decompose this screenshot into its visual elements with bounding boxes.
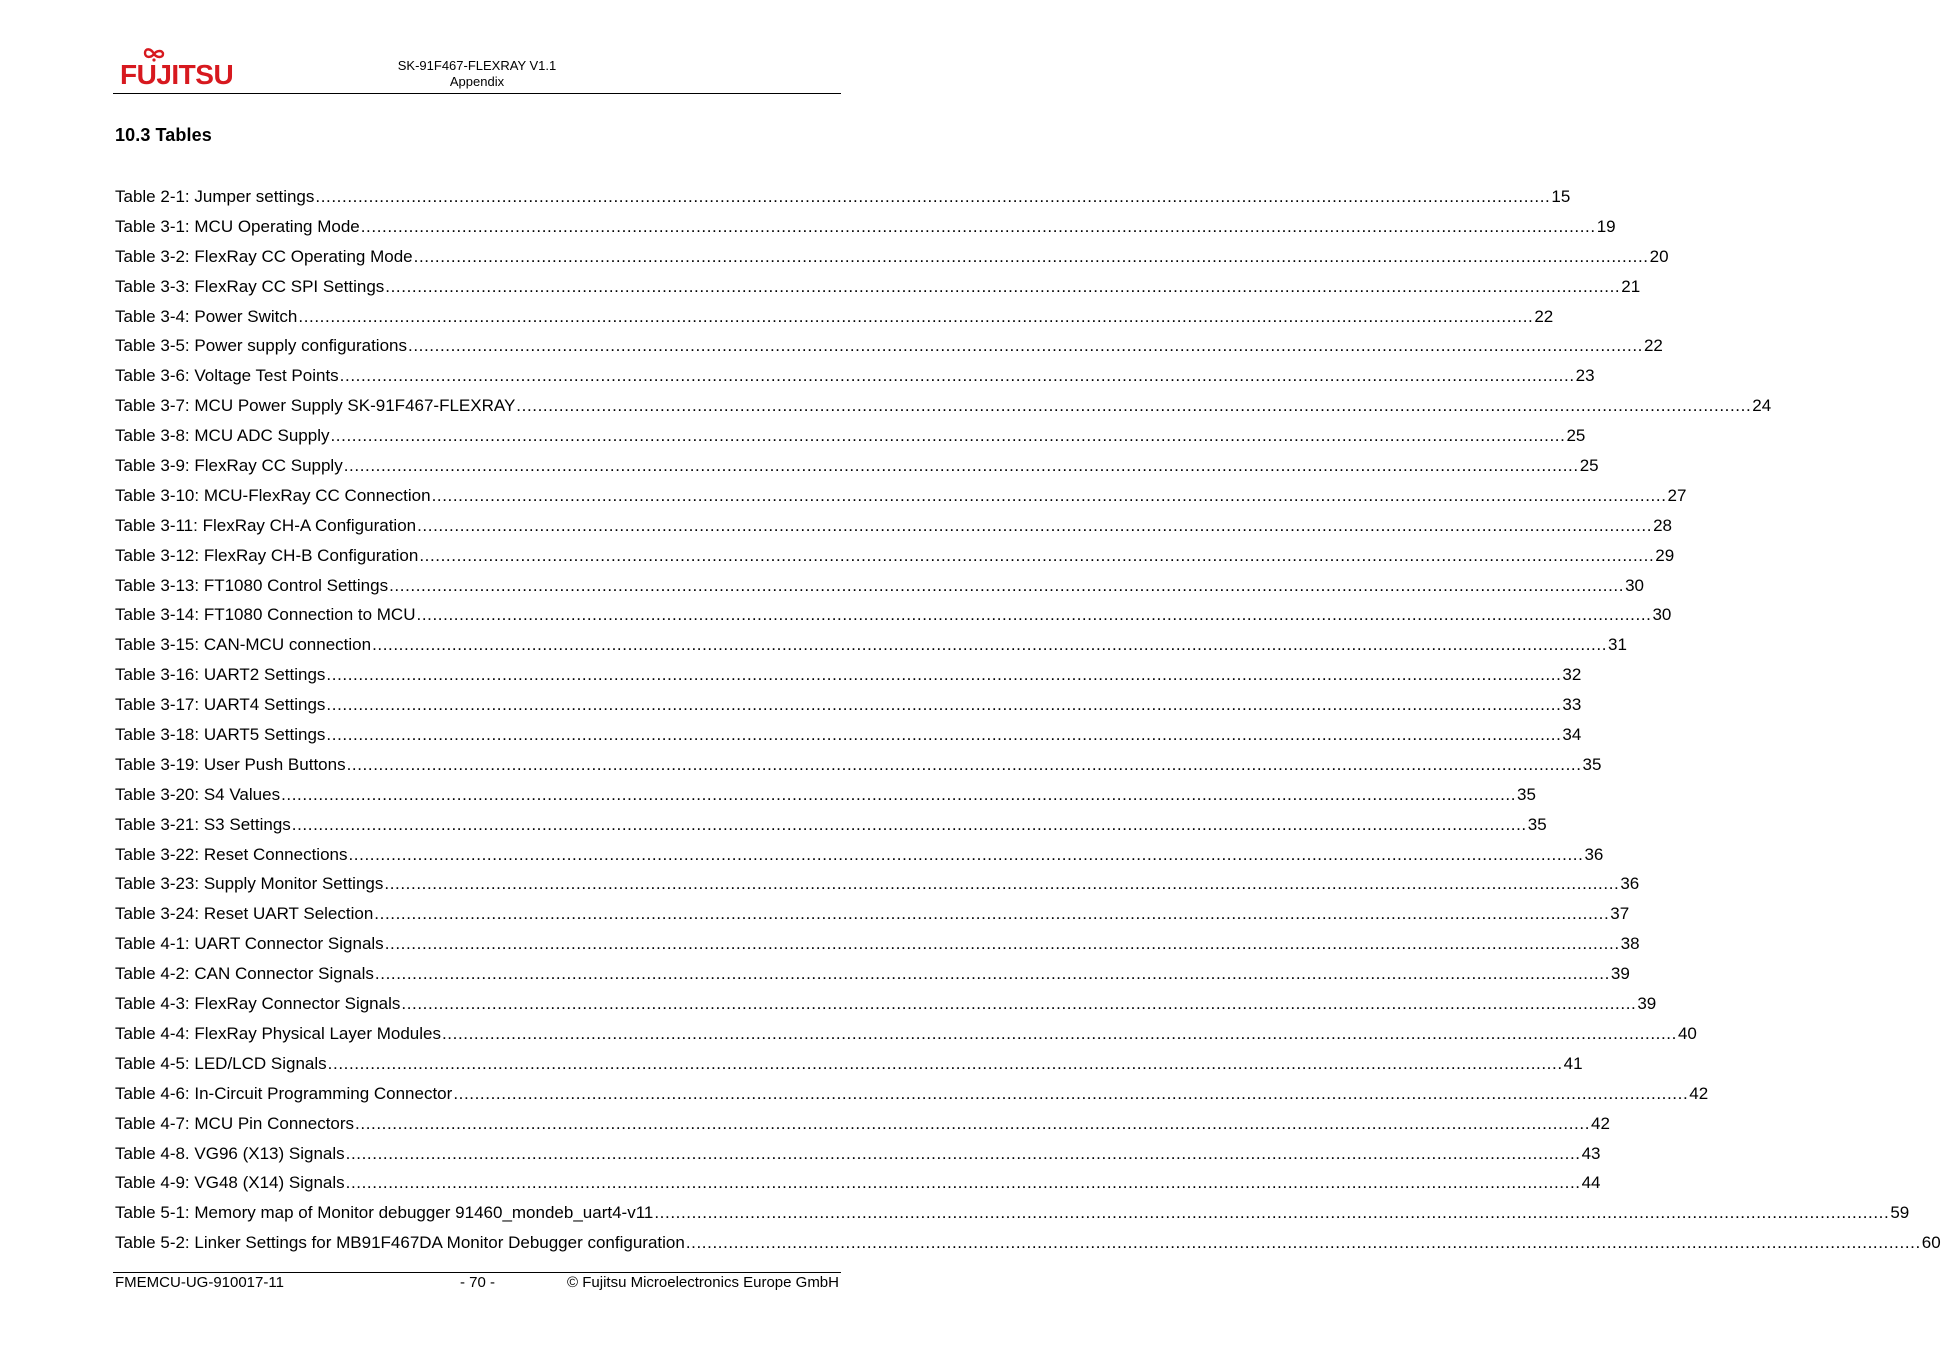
toc-entry-label: Table 3-14: FT1080 Connection to MCU <box>115 605 416 625</box>
footer-page-number: - 70 - <box>460 1274 496 1291</box>
doc-title: SK-91F467-FLEXRAY V1.1 <box>397 58 557 73</box>
toc-entry[interactable] <box>115 780 1536 810</box>
toc-entry[interactable] <box>115 1079 1709 1109</box>
toc-entry-page: 24 <box>1752 396 1772 416</box>
toc-entry-page: 30 <box>1652 605 1672 625</box>
toc-entry[interactable] <box>115 1168 1601 1198</box>
toc-entry[interactable] <box>115 302 1554 332</box>
toc-entry-page: 35 <box>1517 784 1536 804</box>
toc-entry-label: Table 3-20: S4 Values <box>115 784 281 804</box>
toc-entry-page: 35 <box>1527 814 1547 834</box>
toc-entry-label: Table 3-18: UART5 Settings <box>115 725 326 745</box>
toc-entry-page: 37 <box>1610 904 1630 924</box>
toc-entry-page: 39 <box>1637 994 1657 1014</box>
toc-dot-leader <box>344 451 1579 481</box>
toc-entry-label: Table 3-19: User Push Buttons <box>115 754 346 774</box>
toc-dot-leader <box>419 541 1654 571</box>
toc-dot-leader <box>516 391 1751 421</box>
toc-entry-page: 29 <box>1655 545 1675 565</box>
toc-entry-page: 27 <box>1667 485 1687 505</box>
toc-dot-leader <box>347 750 1582 780</box>
toc-dot-leader <box>384 869 1619 899</box>
toc-dot-leader <box>346 1168 1581 1198</box>
toc-dot-leader <box>374 899 1609 929</box>
toc-entry[interactable] <box>115 1109 1610 1139</box>
toc-entry[interactable] <box>115 182 1571 212</box>
toc-dot-leader <box>686 1228 1921 1258</box>
toc-entry-page: 41 <box>1563 1053 1583 1073</box>
toc-entry-page: 31 <box>1608 635 1627 655</box>
toc-entry[interactable] <box>115 929 1640 959</box>
toc-entry[interactable] <box>115 810 1547 840</box>
toc-dot-leader <box>372 630 1607 660</box>
toc-entry-label: Table 3-13: FT1080 Control Settings <box>115 575 389 595</box>
toc-entry-page: 42 <box>1591 1113 1610 1133</box>
toc-entry-label: Table 3-2: FlexRay CC Operating Mode <box>115 246 413 266</box>
toc-dot-leader <box>417 600 1652 630</box>
toc-entry-label: Table 4-6: In-Circuit Programming Connector <box>115 1083 453 1103</box>
toc-entry-label: Table 3-21: S3 Settings <box>115 814 291 834</box>
toc-entry-label: Table 3-9: FlexRay CC Supply <box>115 456 343 476</box>
toc-entry-label: Table 3-15: CAN-MCU connection <box>115 635 372 655</box>
toc-entry-label: Table 4-1: UART Connector Signals <box>115 934 384 954</box>
toc-dot-leader <box>355 1109 1590 1139</box>
toc-entry-page: 42 <box>1689 1083 1709 1103</box>
toc-dot-leader <box>432 481 1667 511</box>
toc-entry-page: 15 <box>1551 187 1571 206</box>
page-footer <box>115 1274 839 1294</box>
toc-dot-leader <box>654 1198 1889 1228</box>
toc-entry[interactable] <box>115 331 1663 361</box>
toc-entry-label: Table 3-8: MCU ADC Supply <box>115 426 330 446</box>
toc-entry-page: 19 <box>1596 216 1616 236</box>
toc-entry-label: Table 4-5: LED/LCD Signals <box>115 1053 327 1073</box>
toc-entry[interactable] <box>115 212 1616 242</box>
toc-entry-page: 25 <box>1579 456 1599 476</box>
toc-entry-label: Table 3-4: Power Switch <box>115 306 298 326</box>
toc-entry-label: Table 4-7: MCU Pin Connectors <box>115 1113 355 1133</box>
toc-dot-leader <box>326 720 1561 750</box>
header-rule <box>113 93 841 94</box>
toc-entry-label: Table 3-3: FlexRay CC SPI Settings <box>115 276 385 296</box>
toc-dot-leader <box>385 929 1620 959</box>
footer-doc-id: FMEMCU-UG-910017-11 <box>115 1274 284 1291</box>
toc-dot-leader <box>385 272 1620 302</box>
toc-entry[interactable] <box>115 989 1657 1019</box>
toc-entry-page: 44 <box>1581 1173 1601 1193</box>
toc-entry-label: Table 3-5: Power supply configurations <box>115 336 407 356</box>
toc-entry-label: Table 3-11: FlexRay CH-A Configuration <box>115 515 417 535</box>
toc-entry-page: 36 <box>1620 874 1640 894</box>
toc-dot-leader <box>417 511 1652 541</box>
footer-copyright: © Fujitsu Microelectronics Europe GmbH <box>567 1274 839 1291</box>
toc-dot-leader <box>389 571 1624 601</box>
toc-entry[interactable] <box>115 1019 1697 1049</box>
toc-dot-leader <box>340 361 1575 391</box>
toc-dot-leader <box>408 331 1643 361</box>
toc-entry-page: 43 <box>1581 1143 1601 1163</box>
toc-entry-page: 28 <box>1653 515 1672 535</box>
toc-entry-label: Table 3-23: Supply Monitor Settings <box>115 874 384 894</box>
toc-entry-label: Table 3-17: UART4 Settings <box>115 695 326 715</box>
toc-entry[interactable] <box>115 959 1630 989</box>
toc-entry[interactable] <box>115 242 1669 272</box>
toc-entry-label: Table 2-1: Jumper settings <box>115 187 315 206</box>
header-section: Appendix <box>449 74 505 89</box>
toc-entry-page: 59 <box>1890 1203 1910 1223</box>
toc-dot-leader <box>348 840 1583 870</box>
toc-entry-page: 22 <box>1643 336 1663 356</box>
toc-dot-leader <box>414 242 1649 272</box>
page-header <box>300 58 654 90</box>
toc-entry[interactable] <box>115 361 1595 391</box>
toc-dot-leader <box>375 959 1610 989</box>
toc-entry-label: Table 4-4: FlexRay Physical Layer Modules <box>115 1023 441 1043</box>
toc-entry-page: 35 <box>1582 754 1602 774</box>
toc-entry-page: 33 <box>1562 695 1582 715</box>
toc-entry[interactable] <box>115 1198 1910 1228</box>
toc-dot-leader <box>453 1079 1688 1109</box>
toc-entry-page: 39 <box>1610 964 1630 984</box>
toc-entry-label: Table 3-6: Voltage Test Points <box>115 366 339 386</box>
toc-entry[interactable] <box>115 451 1599 481</box>
toc-entry-label: Table 3-24: Reset UART Selection <box>115 904 374 924</box>
toc-entry[interactable] <box>115 391 1772 421</box>
toc-dot-leader <box>401 989 1636 1019</box>
toc-dot-leader <box>326 660 1561 690</box>
toc-entry-page: 30 <box>1625 575 1644 595</box>
toc-entry[interactable] <box>115 421 1586 451</box>
toc-dot-leader <box>361 212 1596 242</box>
toc-entry[interactable] <box>115 750 1602 780</box>
toc-entry-page: 21 <box>1621 276 1641 296</box>
toc-entry-label: Table 3-10: MCU-FlexRay CC Connection <box>115 485 431 505</box>
toc-entry[interactable] <box>115 541 1675 571</box>
toc-entry[interactable] <box>115 840 1604 870</box>
toc-entry-page: 40 <box>1677 1023 1697 1043</box>
toc-entry[interactable] <box>115 600 1672 630</box>
toc-entry-label: Table 3-7: MCU Power Supply SK-91F467-FLEXRAY <box>115 396 516 416</box>
toc-entry[interactable] <box>115 660 1582 690</box>
toc-entry[interactable] <box>115 720 1582 750</box>
toc-entry[interactable] <box>115 630 1627 660</box>
toc-entry[interactable] <box>115 869 1640 899</box>
toc-entry-page: 22 <box>1534 306 1554 326</box>
fujitsu-logo <box>118 46 234 92</box>
toc-entry[interactable] <box>115 272 1641 302</box>
toc-entry-label: Table 3-22: Reset Connections <box>115 844 348 864</box>
logo-wordmark: FUJITSU <box>120 59 234 90</box>
section-title: 10.3 Tables <box>115 125 212 145</box>
toc-entry-page: 25 <box>1566 426 1586 446</box>
toc-dot-leader <box>442 1019 1677 1049</box>
toc-entry[interactable] <box>115 899 1630 929</box>
toc-dot-leader <box>298 302 1533 332</box>
footer-rule <box>113 1272 841 1273</box>
toc-entry-label: Table 3-12: FlexRay CH-B Configuration <box>115 545 419 565</box>
toc-dot-leader <box>328 1049 1563 1079</box>
toc-entry-label: Table 4-8. VG96 (X13) Signals <box>115 1143 345 1163</box>
toc-entry[interactable] <box>115 481 1687 511</box>
table-list <box>115 182 1941 1258</box>
toc-entry[interactable] <box>115 571 1644 601</box>
toc-entry-page: 36 <box>1584 844 1604 864</box>
toc-dot-leader <box>281 780 1516 810</box>
toc-entry-label: Table 3-16: UART2 Settings <box>115 665 326 685</box>
toc-entry-page: 23 <box>1575 366 1595 386</box>
toc-entry-label: Table 4-9: VG48 (X14) Signals <box>115 1173 345 1193</box>
toc-entry-label: Table 5-2: Linker Settings for MB91F467DA Monitor Debugger configuration <box>115 1233 685 1253</box>
toc-entry[interactable] <box>115 511 1672 541</box>
toc-dot-leader <box>315 182 1550 212</box>
toc-entry[interactable] <box>115 1139 1601 1169</box>
toc-entry-page: 34 <box>1562 725 1582 745</box>
toc-dot-leader <box>330 421 1565 451</box>
toc-entry-page: 38 <box>1620 934 1640 954</box>
toc-entry-label: Table 4-2: CAN Connector Signals <box>115 964 374 984</box>
toc-dot-leader <box>346 1139 1581 1169</box>
toc-dot-leader <box>292 810 1527 840</box>
toc-entry-label: Table 5-1: Memory map of Monitor debugger 91460_mondeb_uart4-v11 <box>115 1203 654 1223</box>
toc-entry[interactable] <box>115 690 1582 720</box>
toc-entry-label: Table 3-1: MCU Operating Mode <box>115 216 360 236</box>
toc-entry-page: 32 <box>1562 665 1582 685</box>
toc-entry[interactable] <box>115 1228 1941 1258</box>
toc-entry-label: Table 4-3: FlexRay Connector Signals <box>115 994 401 1014</box>
toc-dot-leader <box>326 690 1561 720</box>
toc-entry-page: 20 <box>1649 246 1669 266</box>
toc-entry-page: 60 <box>1921 1233 1941 1253</box>
toc-entry[interactable] <box>115 1049 1583 1079</box>
